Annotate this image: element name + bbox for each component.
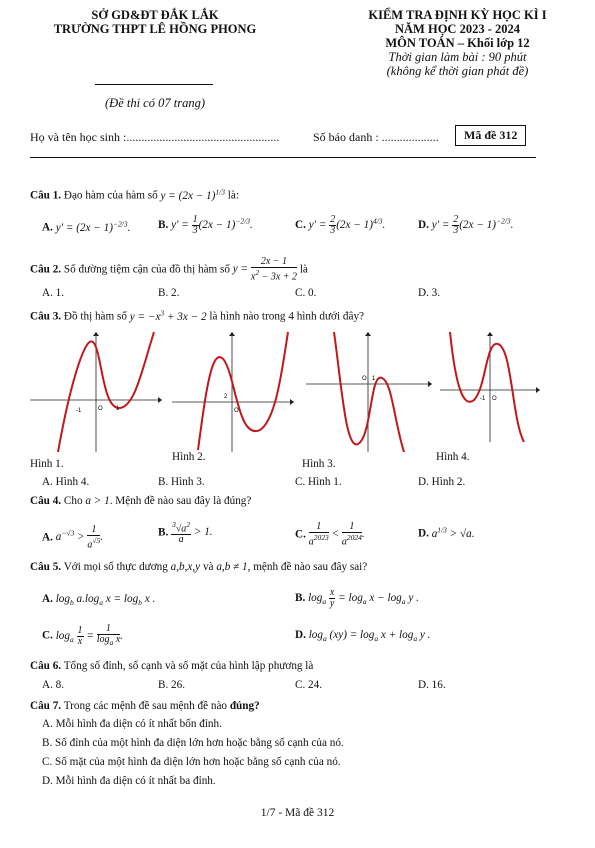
q2-option-b[interactable]: B. 2. (158, 287, 180, 299)
svg-text:-1: -1 (76, 408, 82, 414)
figure-1-graph (30, 330, 162, 452)
q3-option-a[interactable]: A. Hình 4. (42, 476, 90, 488)
question-1 (30, 185, 239, 203)
svg-text:O: O (98, 406, 103, 412)
q4-option-c[interactable]: C. $\frac{1}{a^{2023}}$ < $\frac{1}{a^{2024}}$ . (295, 521, 365, 548)
q2-option-a[interactable]: A. 1. (42, 287, 65, 299)
q2-option-d[interactable]: D. 3. (418, 287, 441, 299)
q1-text: Đạo hàm của hàm số (63, 189, 158, 202)
figure-2-label: Hình 2. (172, 451, 206, 463)
q3-option-b[interactable]: B. Hình 3. (158, 476, 205, 488)
school-year: NĂM HỌC 2023 - 2024 (395, 22, 520, 36)
q6-option-a[interactable]: A. 8. (42, 679, 65, 691)
q7-option-c[interactable]: C. Số mặt của một hình đa diện lớn hơn hoặc bằng số cạnh của nó. (42, 756, 341, 768)
q5-option-a[interactable]: A. $\log_b a.\log_a$ $x = \log_b x$ . (42, 593, 156, 608)
header-right (330, 8, 585, 78)
q6-option-b[interactable]: B. 26. (158, 679, 186, 691)
student-name-field: Họ và tên học sinh :................................................... (30, 130, 280, 144)
q3-option-c[interactable]: C. Hình 1. (295, 476, 342, 488)
svg-text:2: 2 (224, 394, 228, 400)
question-6: Câu 6. Tổng số đỉnh, số cạnh và số mặt của hình lập phương là (30, 660, 314, 672)
q6-option-d[interactable]: D. 16. (418, 679, 446, 691)
q5-option-b[interactable]: B. $\log_a$ $\frac{x}{y}$ = $\log_a x - \log_a y$ . (295, 587, 419, 609)
svg-text:O: O (362, 376, 367, 382)
q7-option-a[interactable]: A. Mỗi hình đa diện có ít nhất bốn đỉnh. (42, 718, 222, 730)
q4-option-a[interactable]: A. $a^{-√3}$ > $\frac{1}{a^{√5}}$ . (42, 524, 104, 551)
question-5: Câu 5. Với mọi số thực dương a,b,x,y và a,b ≠ 1, mệnh đề nào sau đây sai? (30, 561, 368, 573)
q6-option-c[interactable]: C. 24. (295, 679, 323, 691)
time-limit: Thời gian làm bài : 90 phút (388, 50, 527, 64)
figure-4-label: Hình 4. (436, 451, 470, 463)
q5-option-c[interactable]: C. $\log_a$ $\frac{1}{x}$ = $\frac{1}{\log_a x}$ . (42, 623, 123, 647)
q1-option-c[interactable]: C. y' = $\frac{2}{3}$ $(2x - 1)^{4/3}$. (295, 214, 386, 236)
q3-option-d[interactable]: D. Hình 2. (418, 476, 466, 488)
figure-3-graph (306, 330, 432, 452)
svg-text:-1: -1 (480, 396, 486, 402)
q5-option-d[interactable]: D. $\log_a (xy) = \log_a x + \log_a y$ . (295, 629, 431, 644)
q1-option-d[interactable]: D. y' = $\frac{2}{3}$ $(2x - 1)^{-2/3}$. (418, 214, 514, 236)
student-divider (30, 157, 536, 158)
svg-text:1: 1 (116, 406, 120, 412)
figure-3-label: Hình 3. (302, 458, 336, 470)
header-left (30, 8, 280, 36)
header-divider (95, 84, 213, 85)
svg-text:O: O (492, 396, 497, 402)
figure-4-graph (440, 330, 540, 442)
exam-code: Mã đề 312 (455, 125, 526, 146)
pages-note: (Đề thi có 07 trang) (105, 96, 205, 110)
exam-title: KIỂM TRA ĐỊNH KỲ HỌC KÌ I (368, 8, 547, 22)
q1-option-a[interactable]: A. $y' = (2x - 1)^{-2/3}$. (42, 219, 131, 234)
student-id-field: Số báo danh : ................... (313, 130, 439, 144)
question-4: Câu 4. Cho a > 1. Mệnh đề nào sau đây là đúng? (30, 495, 252, 507)
figure-1-label: Hình 1. (30, 458, 64, 470)
q1-option-b[interactable]: B. y' = $\frac{1}{3}$ $(2x - 1)^{-2/3}$. (158, 214, 253, 236)
question-3: Câu 3. Đồ thị hàm số $y = -x^3 + 3x - 2$ là hình nào trong 4 hình dưới đây? (30, 308, 364, 323)
svg-text:O: O (234, 408, 239, 414)
q1-formula: $y = (2x - 1)^{1/3}$ (160, 187, 225, 202)
q7-option-d[interactable]: D. Mỗi hình đa diện có ít nhất ba đỉnh. (42, 775, 216, 787)
q4-option-d[interactable]: D. $a^{1/3} > √a$. (418, 525, 475, 540)
figure-2-graph (172, 330, 294, 452)
q1-label: Câu 1. (30, 189, 62, 202)
school-name: TRƯỜNG THPT LÊ HỒNG PHONG (53, 22, 257, 36)
page-footer: 1/7 - Mã đề 312 (260, 807, 335, 819)
q7-option-b[interactable]: B. Số đỉnh của một hình đa diện lớn hơn hoặc bằng số cạnh của nó. (42, 737, 344, 749)
q4-option-b[interactable]: B. $\frac{^3√a^2}{a}$ > 1. (158, 520, 213, 546)
subject: MÔN TOÁN – Khối lớp 12 (385, 36, 530, 50)
svg-text:1: 1 (372, 376, 376, 382)
time-note: (không kể thời gian phát đề) (386, 64, 529, 78)
question-2: Câu 2. Số đường tiệm cận của đồ thị hàm số y = $\frac{2x - 1}{x^2 - 3x + 2}$ là (30, 256, 308, 283)
question-7: Câu 7. Trong các mệnh đề sau mệnh đề nào đúng? (30, 700, 260, 712)
dept-name: SỞ GD&ĐT ĐẮK LẮK (91, 8, 219, 22)
q1-tail: là: (227, 189, 239, 202)
q2-option-c[interactable]: C. 0. (295, 287, 317, 299)
